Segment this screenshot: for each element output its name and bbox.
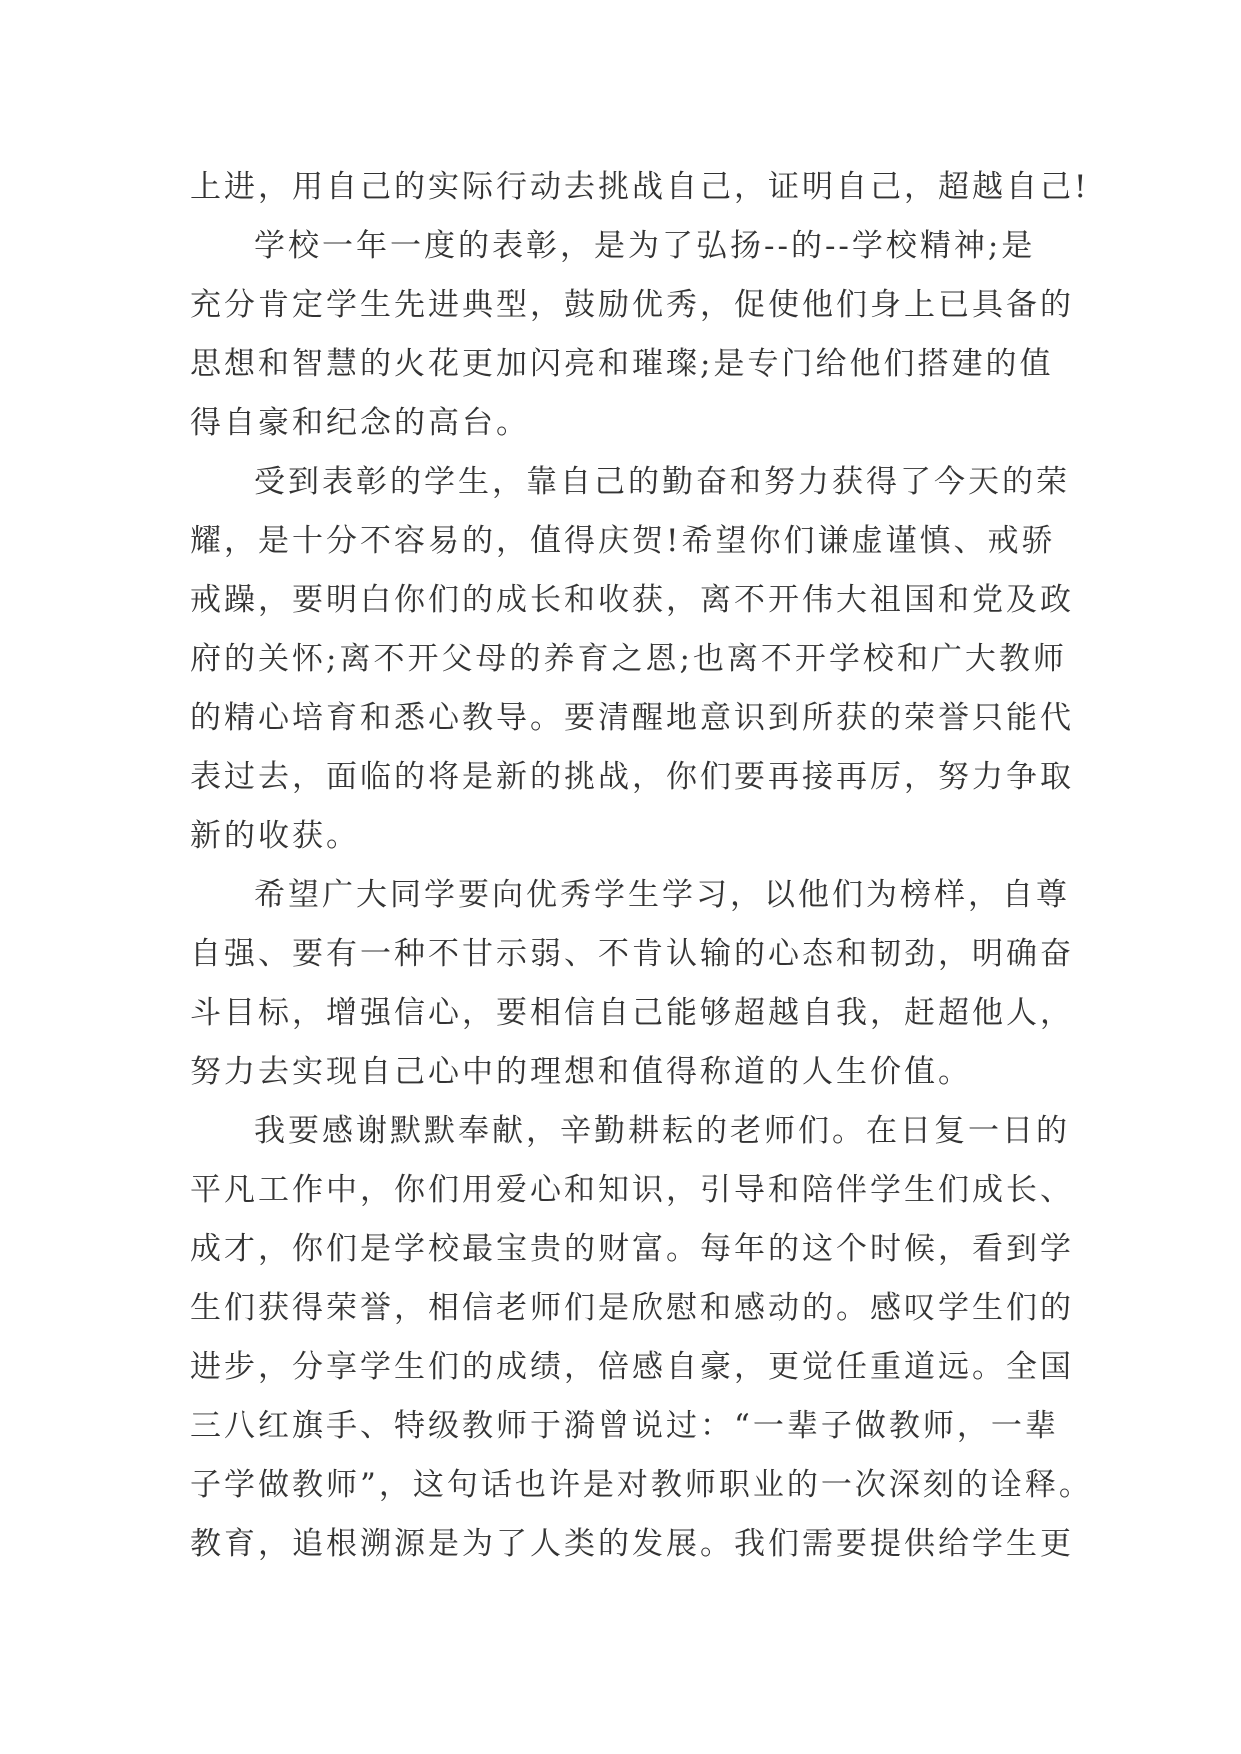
- text-line-11: 表过去，面临的将是新的挑战，你们要再接再厉，努力争取: [190, 759, 1074, 795]
- text-line-6: 受到表彰的学生，靠自己的勤奋和努力获得了今天的荣: [254, 464, 1070, 500]
- text-line-22: 三八红旗手、特级教师于漪曾说过：“一辈子做教师，一辈: [190, 1408, 1059, 1444]
- document-body: [190, 158, 1093, 1574]
- text-line-5: 得自豪和纪念的高台。: [190, 405, 530, 441]
- text-line-13: 希望广大同学要向优秀学生学习，以他们为榜样，自尊: [254, 877, 1070, 913]
- text-line-16: 努力去实现自己心中的理想和值得称道的人生价值。: [190, 1054, 972, 1090]
- text-line-18: 平凡工作中，你们用爱心和知识，引导和陪伴学生们成长、: [190, 1172, 1074, 1208]
- text-line-23: 子学做教师”，这句话也许是对教师职业的一次深刻的诠释。: [190, 1467, 1093, 1503]
- text-line-3: 充分肯定学生先进典型，鼓励优秀，促使他们身上已具备的: [190, 287, 1074, 323]
- text-line-21: 进步，分享学生们的成绩，倍感自豪，更觉任重道远。全国: [190, 1349, 1074, 1385]
- text-line-12: 新的收获。: [190, 818, 360, 854]
- text-line-9: 府的关怀;离不开父母的养育之恩;也离不开学校和广大教师: [190, 641, 1067, 677]
- text-line-1: 上进，用自己的实际行动去挑战自己，证明自己，超越自己!: [190, 169, 1090, 205]
- text-line-10: 的精心培育和悉心教导。要清醒地意识到所获的荣誉只能代: [190, 700, 1074, 736]
- text-line-20: 生们获得荣誉，相信老师们是欣慰和感动的。感叹学生们的: [190, 1290, 1074, 1326]
- text-line-24: 教育，追根溯源是为了人类的发展。我们需要提供给学生更: [190, 1526, 1074, 1562]
- text-line-8: 戒躁，要明白你们的成长和收获，离不开伟大祖国和党及政: [190, 582, 1074, 618]
- text-line-7: 耀，是十分不容易的，值得庆贺!希望你们谦虚谨慎、戒骄: [190, 523, 1056, 559]
- text-line-15: 斗目标，增强信心，要相信自己能够超越自我，赶超他人，: [190, 995, 1074, 1031]
- text-line-19: 成才，你们是学校最宝贵的财富。每年的这个时候，看到学: [190, 1231, 1074, 1267]
- text-line-4: 思想和智慧的火花更加闪亮和璀璨;是专门给他们搭建的值: [190, 346, 1054, 382]
- text-line-14: 自强、要有一种不甘示弱、不肯认输的心态和韧劲，明确奋: [190, 936, 1074, 972]
- text-line-17: 我要感谢默默奉献，辛勤耕耘的老师们。在日复一日的: [254, 1113, 1070, 1149]
- text-line-2: 学校一年一度的表彰，是为了弘扬--的--学校精神;是: [254, 228, 1036, 264]
